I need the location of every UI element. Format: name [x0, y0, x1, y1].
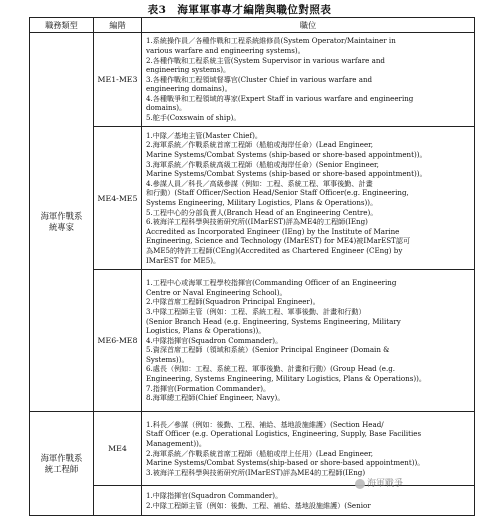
- table-row: [30, 270, 475, 412]
- position-line: engineering systems)。: [146, 65, 231, 75]
- position-line: engineering domains)。: [146, 84, 232, 94]
- position-line: IMarEST for ME5)。: [146, 255, 221, 265]
- position-line: 8.海軍總工程師(Chief Engineer, Navy)。: [146, 393, 285, 403]
- position-line: 2.海軍系統／作戰系統首席工程師（船舶或岸上任用）(Lead Engineer,: [146, 448, 374, 458]
- position-line: 和行動）(Staff Officer/Section Head/Senior Staff Officer(e.g. Engineering,: [146, 188, 409, 198]
- code-cell: ME4: [94, 412, 142, 486]
- position-line: various warfare and engineering systems)。: [146, 45, 305, 55]
- watermark-text: 海軍戰爭: [367, 479, 404, 489]
- position-cell: [142, 127, 475, 270]
- table-row: [30, 486, 475, 516]
- position-line: Management))。: [146, 438, 207, 448]
- position-line: Marine Systems/Combat Systems (ship-based or shore-based appointment))。: [146, 169, 427, 179]
- position-line: Marine Systems/Combat Systems(ship-based or shore-based appointment))。: [146, 458, 425, 468]
- position-line: 4.中隊指揮官(Squadron Commander)。: [146, 335, 283, 345]
- position-line: 2.中隊工程師主管（例如：後勤、工程、補給、基地設施維護）(Senior: [146, 500, 371, 510]
- position-line: 4.參謀人員／科長／高級參謀（例如：工程、系統工程、軍事後勤、計畫: [146, 178, 373, 188]
- position-line: 6.被海洋工程科學與技術研究所((IMarEST)評為ME4的工程師(IEng): [146, 217, 368, 227]
- category-label: 海軍作戰系統專家: [40, 211, 83, 232]
- position-line: 1.科長／參謀（例如：後勤、工程、補給、基地設施維護）(Section Head/: [146, 419, 384, 429]
- position-line: 4.各種戰爭和工程領域的專家(Expert Staff in various warfare and engineering: [146, 93, 414, 103]
- position-line: Systems))。: [146, 354, 189, 364]
- wechat-logo-icon: [355, 479, 365, 489]
- position-line: 2.海軍系統／作戰系統首席工程師（船舶或海岸任命）(Lead Engineer,: [146, 140, 374, 150]
- position-line: 3.海軍系統／作戰系統高級工程師（船舶或海岸任命）(Senior Engineer,: [146, 159, 379, 169]
- position-line: Staff Officer (e.g. Operational Logistics, Engineering, Supply, Base Facilities: [146, 429, 422, 439]
- code-cell: ME4-ME5: [94, 127, 142, 270]
- position-line: 1.中隊／基地主管(Master Chief)。: [146, 130, 262, 140]
- position-line: Systems Engineering, Military Logistics, Plans & Operations))。: [146, 198, 378, 207]
- header-position: 職位: [142, 18, 475, 33]
- position-line: 1.工程中心或海軍工程學校指揮官(Commanding Officer of an Engineering: [146, 278, 397, 288]
- position-line: Engineering, Systems Engineering, Military Logistics, Plans & Operations))。: [146, 374, 426, 384]
- position-line: 5.工程中心的分部負責人(Branch Head of an Engineering Centre)。: [146, 207, 378, 217]
- position-line: 5.資深首席工程師（領域和系統）(Senior Principal Engineer (Domain &: [146, 345, 390, 355]
- position-line: 5.舵手(Coxswain of ship)。: [146, 113, 241, 123]
- header-row: [30, 18, 475, 33]
- table-row: [30, 127, 475, 270]
- header-code: 編階: [94, 18, 142, 33]
- position-cell: [142, 33, 475, 127]
- position-line: Logistics, Plans & Operations))。: [146, 326, 266, 336]
- code-cell: ME1-ME3: [94, 33, 142, 127]
- table-caption: 表3 海軍軍事專才編階與職位對照表: [147, 4, 332, 16]
- position-line: 7.指揮官(Formation Commander)。: [146, 383, 271, 393]
- header-category: 職務類型: [30, 18, 94, 33]
- position-line: 3.各種作戰和工程領域督導官(Cluster Chief in various warfare and: [146, 74, 373, 84]
- position-line: Accredited as Incorporated Engineer (IEng) by the Institute of Marine: [146, 226, 400, 236]
- position-line: Engineering, Science and Technology (IMarEST) for ME4)被IMarEST認可: [146, 236, 411, 246]
- position-line: 1.中隊指揮官(Squadron Commander)。: [146, 490, 283, 500]
- category-cell: [30, 33, 94, 412]
- position-line: domains)。: [146, 103, 187, 113]
- position-line: 1.系統操作員／各種作戰和工程系統維修員(System Operator/Maintainer in: [146, 36, 396, 46]
- position-line: 2.中隊首席工程師(Squadron Principal Engineer)。: [146, 297, 320, 307]
- category-cell: [30, 412, 94, 516]
- position-line: 為ME5的特許工程師(CEng)(Accredited as Chartered Engineer (CEng) by: [146, 245, 403, 255]
- position-cell: [142, 486, 475, 516]
- position-table: [29, 17, 475, 516]
- position-line: (Senior Branch Head (e.g. Engineering, Systems Engineering, Military: [146, 316, 401, 326]
- table-row: [30, 33, 475, 127]
- position-line: 3.被海洋工程科學與技術研究所(IMarEST)評為ME4的工程師(IEng): [146, 467, 366, 477]
- position-line: 2.各種作戰和工程系統主管(System Supervisor in various warfare and: [146, 55, 385, 65]
- table-row: [30, 412, 475, 486]
- category-label: 海軍作戰系統工程師: [40, 452, 83, 474]
- position-line: 3.中隊工程師主管（例如：工程、系統工程、軍事後勤、計畫和行動）: [146, 306, 366, 316]
- position-cell: [142, 270, 475, 412]
- position-line: Centre or Naval Engineering School)。: [146, 287, 287, 297]
- code-cell: ME6-ME8: [94, 270, 142, 412]
- position-line: 6.處長（例如：工程、系統工程、軍事後勤、計畫和行動）(Group Head (e.g.: [146, 364, 395, 374]
- position-cell: [142, 412, 475, 486]
- watermark: [355, 476, 403, 489]
- code-cell: [94, 486, 142, 516]
- position-line: Marine Systems/Combat Systems (ship-based or shore-based appointment))。: [146, 150, 427, 160]
